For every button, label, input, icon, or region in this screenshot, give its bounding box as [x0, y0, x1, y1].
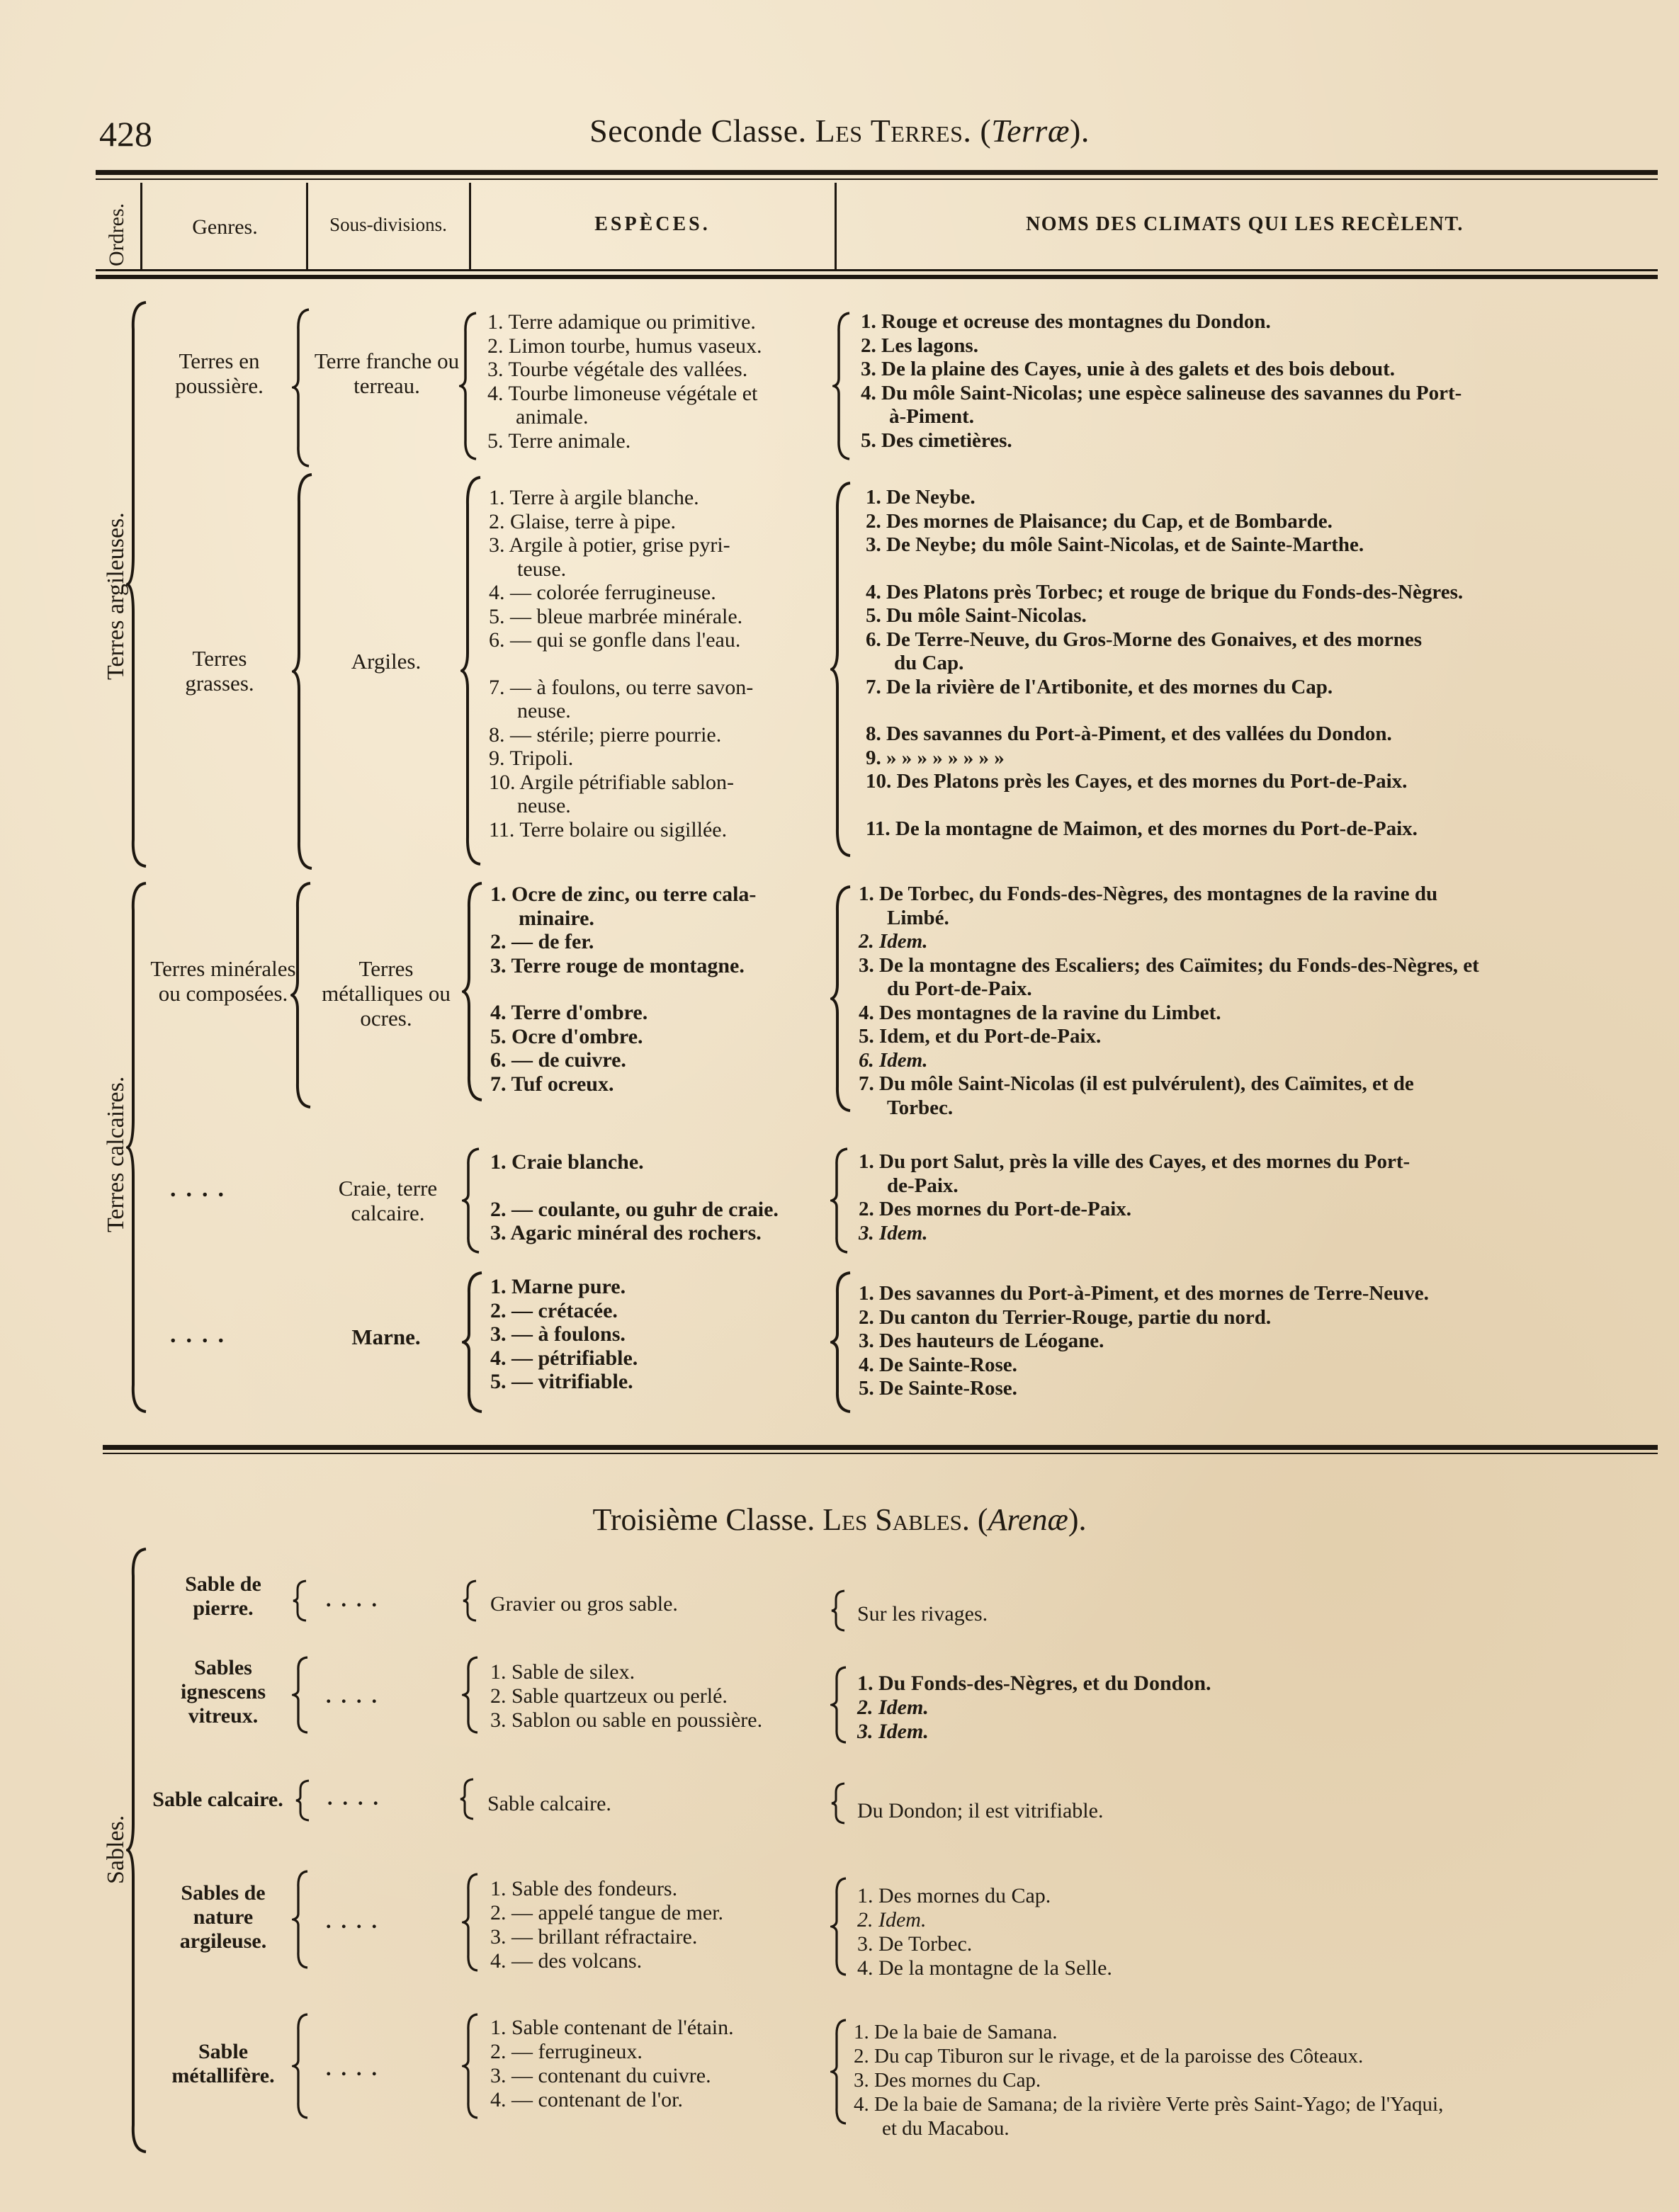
- espece-item: 7. Tuf ocreux.: [490, 1072, 614, 1096]
- climat-item: 5. Idem, et du Port-de-Paix.: [859, 1025, 1102, 1048]
- climat-item: 3. De la montagne des Escaliers; des Caïmites; du Fonds-des-Nègres, et: [859, 953, 1479, 977]
- espece-item: 1. Ocre de zinc, ou terre cala-: [490, 883, 757, 906]
- column-header-ordres: Ordres.: [105, 203, 128, 266]
- header-rule-top: [96, 170, 1658, 175]
- climat-item: 4. De la montagne de la Selle.: [857, 1956, 1112, 1980]
- climat-item: 2. Idem.: [859, 930, 928, 953]
- espece-item: 3. Terre rouge de montagne.: [490, 953, 745, 977]
- climat-item-cont: et du Macabou.: [882, 2117, 1010, 2140]
- brace-sable-ignescens-climat: [830, 1666, 847, 1744]
- climat-item: 3. Des hauteurs de Léogane.: [859, 1329, 1104, 1352]
- espece-item: 5. — vitrifiable.: [490, 1370, 633, 1393]
- genre-ellipsis-marne: ....: [170, 1322, 234, 1348]
- espece-item: 8. — stérile; pierre pourrie.: [489, 722, 722, 747]
- climat-item: 7. Du môle Saint-Nicolas (il est pulvérulent), des Caïmites, et de: [859, 1072, 1414, 1095]
- climat-item-cont: de-Paix.: [887, 1174, 959, 1197]
- sable-pierre-genre: Sable de pierre.: [185, 1572, 261, 1620]
- espece-item: 4. — contenant de l'or.: [490, 2088, 684, 2111]
- climat-item: 4. Des Platons près Torbec; et rouge de brique du Fonds-des-Nègres.: [866, 580, 1464, 603]
- section-title-sables: [0, 1502, 1679, 1538]
- espece-item: 4. — pétrifiable.: [490, 1346, 638, 1370]
- section-divider-thin: [103, 1453, 1658, 1454]
- especes-minerales: [490, 883, 756, 1096]
- sous-craie: Craie, terre calcaire.: [338, 1176, 438, 1225]
- sable-ignescens-genre: Sables ignescens vitreux.: [181, 1656, 266, 1728]
- genre-ellipsis-craie: ....: [170, 1176, 234, 1202]
- espece-item: 1. Sable contenant de l'étain.: [490, 2016, 734, 2039]
- climat-item: 3. Des mornes du Cap.: [854, 2069, 1041, 2092]
- column-header-climats: NOMS DES CLIMATS QUI LES RECÈLENT.: [1026, 213, 1464, 235]
- climat-item: 6. Idem.: [859, 1048, 928, 1072]
- espece-item: 4. Tourbe limoneuse végétale et: [487, 381, 758, 405]
- climat-item: 2. Du cap Tiburon sur le rivage, et de la paroisse des Côteaux.: [854, 2045, 1364, 2068]
- climat-item: 1. Des mornes du Cap.: [857, 1884, 1051, 1907]
- column-header-genres: Genres.: [192, 215, 258, 239]
- brace-sable-pierre-climat: [830, 1589, 846, 1632]
- climat-item-cont: du Cap.: [894, 652, 964, 674]
- brace-sous-craie: [462, 1147, 480, 1254]
- climat-item: 6. De Terre-Neuve, du Gros-Morne des Gonaives, et des mornes: [866, 628, 1423, 651]
- espece-item: 9. Tripoli.: [489, 747, 574, 770]
- climat-spacer: [866, 699, 1463, 722]
- sable-argileuse-genre: Sables de nature argileuse.: [179, 1881, 267, 1953]
- espece-item: 2. — crétacée.: [490, 1298, 618, 1322]
- espece-item: 1. Sable de silex.: [490, 1660, 635, 1684]
- brace-order-argileuses: [126, 301, 147, 868]
- col-divider-1: [140, 183, 142, 269]
- brace-genre-minerales: [290, 882, 312, 1108]
- brace-genre-grasses: [292, 473, 313, 870]
- espece-item: 2. — de fer.: [490, 930, 594, 953]
- climat-item: 1. Du Fonds-des-Nègres, et du Dondon.: [857, 1672, 1211, 1695]
- espece-item: 2. Limon tourbe, humus vaseux.: [487, 334, 762, 358]
- title-smallcaps: Les Terres.: [815, 113, 972, 149]
- especes-marne: [490, 1275, 638, 1394]
- espece-item: 4. — des volcans.: [490, 1949, 643, 1973]
- brace-sable-metallifere-espece: [462, 2013, 479, 2119]
- brace-sable-argileuse-espece: [462, 1873, 479, 1972]
- climat-item: 4. De Sainte-Rose.: [859, 1353, 1017, 1376]
- climat-item: 5. Du môle Saint-Nicolas.: [866, 604, 1087, 627]
- climat-item: 3. De Neybe; du môle Saint-Nicolas, et de Sainte-Marthe.: [866, 533, 1364, 556]
- brace-climats-craie: [830, 1147, 849, 1254]
- climat-item: 1. De Neybe.: [866, 486, 976, 509]
- climat-item: 7. De la rivière de l'Artibonite, et des mornes du Cap.: [866, 675, 1333, 698]
- espece-item: 10. Argile pétrifiable sablon-: [489, 770, 735, 794]
- espece-item: 1. Marne pure.: [490, 1275, 626, 1298]
- climat-item: 5. De Sainte-Rose.: [859, 1377, 1017, 1400]
- espece-item: 5. — bleue marbrée minérale.: [489, 604, 743, 628]
- espece-item: 5. Terre animale.: [487, 429, 631, 453]
- header-rule-top-thin: [96, 178, 1658, 180]
- especes-poussiere: [487, 310, 762, 453]
- col-divider-4: [835, 183, 837, 269]
- climat-item: 11. De la montagne de Maimon, et des mornes du Port-de-Paix.: [866, 817, 1418, 840]
- espece-item-cont: neuse.: [517, 699, 571, 722]
- title-open: (: [971, 113, 992, 149]
- brace-sous-marne: [462, 1271, 483, 1413]
- sous-terre-franche: Terre franche ou terreau.: [314, 348, 460, 398]
- sous-argiles: Argiles.: [351, 649, 422, 674]
- sable-calcaire-climat: Du Dondon; il est vitrifiable.: [857, 1799, 1104, 1822]
- espece-item: 1. Sable des fondeurs.: [490, 1877, 678, 1900]
- title-prefix: Seconde Classe.: [589, 113, 815, 149]
- brace-sable-calcaire-espece: [459, 1778, 475, 1820]
- climat-item-cont: à-Piment.: [889, 405, 974, 428]
- espece-item-cont: teuse.: [517, 557, 567, 581]
- page-title: [0, 112, 1679, 149]
- col-divider-3: [469, 183, 471, 269]
- brace-sable-argileuse-genre: [292, 1870, 309, 1969]
- climat-item: 1. Du port Salut, près la ville des Cayes, et des mornes du Port-: [859, 1150, 1411, 1173]
- climat-item: 1. De la baie de Samana.: [854, 2021, 1058, 2043]
- order-terres-calcaires: Terres calcaires.: [103, 1076, 129, 1232]
- sable-pierre-climat: Sur les rivages.: [857, 1602, 988, 1626]
- col-divider-2: [306, 183, 308, 269]
- climat-item: 2. Des mornes de Plaisance; du Cap, et de Bombarde.: [866, 509, 1333, 533]
- climat-item: 4. Des montagnes de la ravine du Limbet.: [859, 1001, 1221, 1024]
- espece-item: 2. — coulante, ou guhr de craie.: [490, 1197, 779, 1221]
- climat-item: 8. Des savannes du Port-à-Piment, et des vallées du Dondon.: [866, 722, 1392, 745]
- espece-spacer: [490, 977, 756, 1001]
- sable-calcaire-espece: Sable calcaire.: [487, 1792, 611, 1815]
- genre-terres-minerales: Terres minérales ou composées.: [150, 956, 296, 1006]
- brace-sous-poussiere: [459, 312, 477, 460]
- climat-item: 4. Du môle Saint-Nicolas; une espèce salineuse des savannes du Port-: [861, 381, 1462, 404]
- header-rule-bottom: [96, 269, 1658, 271]
- brace-sous-grasses: [460, 476, 482, 866]
- sable-pierre-dots: ....: [326, 1588, 387, 1611]
- climat-item: 3. De Torbec.: [857, 1932, 973, 1956]
- espece-item: 1. Craie blanche.: [490, 1150, 644, 1174]
- title-close: ).: [1070, 113, 1090, 149]
- sable-calcaire-genre: Sable calcaire.: [152, 1788, 283, 1811]
- column-header-especes: ESPÈCES.: [594, 213, 711, 235]
- climat-item: 3. Idem.: [859, 1221, 928, 1244]
- sable-metallifere-dots: ....: [326, 2057, 387, 2080]
- espece-item: 3. — à foulons.: [490, 1322, 626, 1346]
- climat-item-cont: Torbec.: [887, 1096, 954, 1119]
- espece-item: 3. Argile à potier, grise pyri-: [489, 533, 730, 557]
- climat-item-cont: Limbé.: [887, 906, 949, 929]
- brace-sable-calcaire-climat: [830, 1782, 846, 1825]
- espece-spacer: [489, 652, 753, 676]
- title-latin: Terræ: [991, 113, 1070, 149]
- brace-sable-pierre-espece: [462, 1579, 477, 1622]
- climat-item: 9. » » » » » » » »: [866, 746, 1005, 769]
- espece-item-cont: minaire.: [519, 906, 594, 930]
- sable-argileuse-especes: [490, 1877, 723, 1973]
- brace-genre-poussiere: [292, 308, 310, 467]
- climat-item: 1. Rouge et ocreuse des montagnes du Dondon.: [861, 310, 1271, 333]
- climat-item: 2. Du canton du Terrier-Rouge, partie du nord.: [859, 1305, 1272, 1329]
- brace-sable-metallifere-climat: [830, 2019, 847, 2125]
- order-terres-argileuses: Terres argileuses.: [103, 512, 129, 680]
- espece-item: 2. Glaise, terre à pipe.: [489, 509, 677, 533]
- climat-item: 1. De Torbec, du Fonds-des-Nègres, des montagnes de la ravine du: [859, 883, 1438, 905]
- climats-craie: [859, 1150, 1410, 1245]
- climat-item: 4. De la baie de Samana; de la rivière Verte près Saint-Yago; de l'Yaqui,: [854, 2093, 1444, 2116]
- espece-item: 2. Sable quartzeux ou perlé.: [490, 1684, 728, 1708]
- espece-item: 7. — à foulons, ou terre savon-: [489, 675, 754, 699]
- climats-marne: [859, 1282, 1429, 1401]
- brace-order-sables: [126, 1548, 147, 2153]
- genre-terres-poussiere: Terres en poussière.: [175, 348, 264, 398]
- brace-climats-poussiere: [832, 312, 851, 460]
- brace-climats-grasses: [830, 482, 852, 857]
- espece-item: 3. — brillant réfractaire.: [490, 1925, 698, 1949]
- espece-item: 2. — appelé tangue de mer.: [490, 1901, 724, 1924]
- brace-order-calcaires: [126, 882, 147, 1413]
- espece-item-cont: neuse.: [517, 794, 571, 817]
- sable-argileuse-climats: [857, 1884, 1112, 1980]
- climats-minerales: [859, 883, 1479, 1120]
- brace-sous-minerales: [462, 882, 483, 1101]
- header-rule-bottom-thick: [96, 275, 1658, 279]
- sable-ignescens-especes: [490, 1660, 762, 1732]
- page-number: 428: [99, 114, 152, 154]
- espece-item: 1. Terre adamique ou primitive.: [487, 310, 756, 334]
- section-title-close: ).: [1068, 1502, 1087, 1537]
- sable-argileuse-dots: ....: [326, 1910, 387, 1933]
- section-title-prefix: Troisième Classe.: [592, 1502, 823, 1537]
- brace-climats-marne: [830, 1271, 852, 1413]
- climat-item: 3. De la plaine des Cayes, unie à des galets et des bois debout.: [861, 358, 1396, 380]
- climat-spacer: [866, 794, 1463, 817]
- sable-calcaire-dots: ....: [327, 1786, 388, 1810]
- brace-sable-calcaire-genre: [295, 1779, 310, 1822]
- sable-pierre-espece: Gravier ou gros sable.: [490, 1592, 678, 1616]
- especes-grasses: [489, 486, 753, 841]
- espece-item: 3. Sablon ou sable en poussière.: [490, 1708, 763, 1732]
- brace-sable-argileuse-climat: [830, 1877, 847, 1976]
- espece-item: 6. — de cuivre.: [490, 1048, 626, 1072]
- climat-item-cont: du Port-de-Paix.: [887, 977, 1032, 1000]
- column-header-sous-divisions: Sous-divisions.: [329, 214, 447, 235]
- climat-item: 2. Les lagons.: [861, 334, 978, 357]
- section-title-latin: Arenæ: [988, 1502, 1068, 1537]
- espece-item: 3. Tourbe végétale des vallées.: [487, 358, 748, 381]
- climat-spacer: [866, 557, 1463, 581]
- climat-item: 5. Des cimetières.: [861, 429, 1012, 452]
- sable-metallifere-climats: [854, 2020, 1443, 2140]
- sable-ignescens-climats: [857, 1672, 1211, 1744]
- brace-sable-ignescens-espece: [462, 1656, 479, 1734]
- espece-item: 3. — contenant du cuivre.: [490, 2064, 711, 2087]
- sous-marne: Marne.: [351, 1325, 421, 1349]
- espece-item-cont: animale.: [516, 405, 589, 429]
- brace-sable-ignescens-genre: [292, 1656, 309, 1734]
- espece-item: 2. — ferrugineux.: [490, 2040, 643, 2063]
- sable-metallifere-genre: Sable métallifère.: [171, 2040, 275, 2087]
- espece-item: 4. — colorée ferrugineuse.: [489, 581, 716, 604]
- espece-spacer: [490, 1174, 779, 1198]
- brace-sable-metallifere-genre: [292, 2013, 309, 2119]
- espece-item: 1. Terre à argile blanche.: [489, 486, 699, 509]
- espece-item: 6. — qui se gonfle dans l'eau.: [489, 628, 741, 652]
- sable-ignescens-dots: ....: [326, 1684, 387, 1708]
- espece-item: 4. Terre d'ombre.: [490, 1001, 648, 1024]
- brace-climats-minerales: [830, 885, 852, 1112]
- espece-item: 3. Agaric minéral des rochers.: [490, 1221, 762, 1244]
- climats-poussiere: [861, 310, 1462, 453]
- order-sables: Sables.: [103, 1815, 129, 1884]
- climat-item: 2. Idem.: [857, 1908, 927, 1932]
- sable-metallifere-especes: [490, 2016, 734, 2112]
- brace-sable-pierre-genre: [292, 1579, 307, 1622]
- section-title-smallcaps: Les Sables.: [822, 1502, 970, 1537]
- climat-item: 10. Des Platons près les Cayes, et des mornes du Port-de-Paix.: [866, 770, 1408, 793]
- genre-terres-grasses: Terres grasses.: [185, 646, 254, 696]
- climat-item: 1. Des savannes du Port-à-Piment, et des mornes de Terre-Neuve.: [859, 1282, 1429, 1305]
- climat-item: 2. Idem.: [857, 1696, 929, 1719]
- climat-item: 2. Des mornes du Port-de-Paix.: [859, 1198, 1132, 1220]
- climat-item: 3. Idem.: [857, 1720, 929, 1743]
- section-title-open: (: [969, 1502, 988, 1537]
- climats-grasses: [866, 486, 1463, 841]
- espece-item: 5. Ocre d'ombre.: [490, 1024, 643, 1048]
- especes-craie: [490, 1150, 779, 1245]
- sous-terres-metalliques: Terres métalliques ou ocres.: [322, 956, 451, 1031]
- espece-item: 11. Terre bolaire ou sigillée.: [489, 817, 728, 841]
- section-divider: [103, 1445, 1658, 1450]
